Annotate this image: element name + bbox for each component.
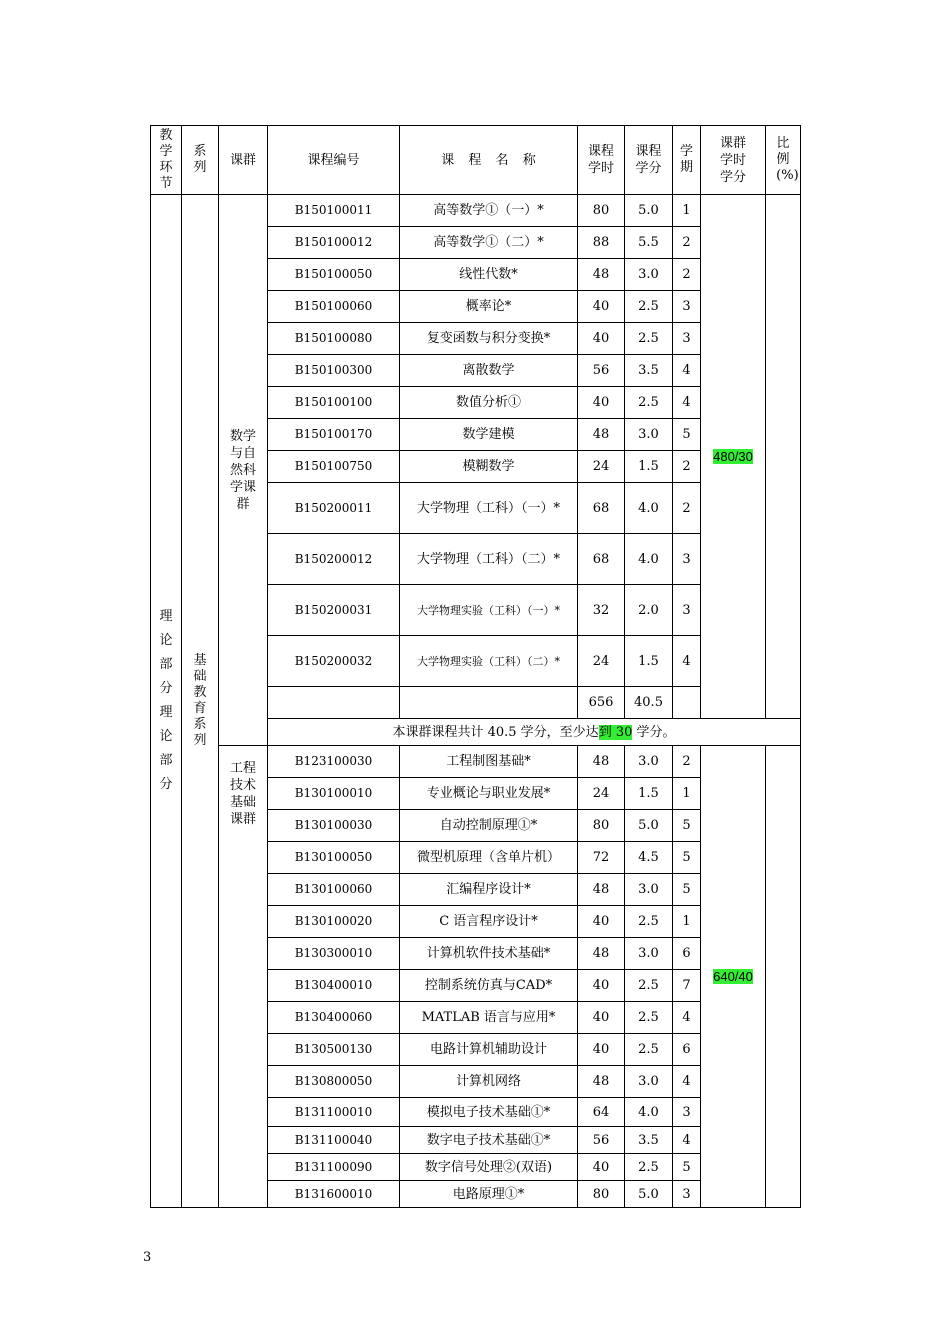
course-name: 概率论*: [400, 291, 578, 323]
course-hours: 88: [578, 227, 625, 259]
course-code: B150100011: [268, 195, 400, 227]
course-semester: 5: [673, 419, 701, 451]
group-cell: [219, 746, 268, 1208]
course-credits: 5.0: [625, 195, 673, 227]
note-highlight: 到 30: [598, 724, 633, 740]
course-credits: 1.5: [625, 778, 673, 810]
header-row: [151, 126, 801, 195]
course-credits: 4.0: [625, 1098, 673, 1127]
course-hours: 40: [578, 1002, 625, 1034]
course-code: B131100040: [268, 1127, 400, 1154]
course-hours: 56: [578, 355, 625, 387]
group-cell: [219, 195, 268, 746]
table-row: [151, 746, 801, 778]
course-credits: 3.0: [625, 938, 673, 970]
course-credits: 3.0: [625, 259, 673, 291]
course-semester: 5: [673, 874, 701, 906]
course-name: 大学物理（工科）（一）*: [400, 483, 578, 534]
course-code: B150100050: [268, 259, 400, 291]
course-name: 大学物理实验（工科）（一）*: [400, 585, 578, 636]
course-semester: 2: [673, 259, 701, 291]
course-hours: 72: [578, 842, 625, 874]
course-semester: 6: [673, 1034, 701, 1066]
course-name: 数学建模: [400, 419, 578, 451]
course-name: 大学物理实验（工科）（二）*: [400, 636, 578, 687]
course-code: B130100030: [268, 810, 400, 842]
course-hours: 32: [578, 585, 625, 636]
course-semester: 3: [673, 291, 701, 323]
course-code: B150200011: [268, 483, 400, 534]
course-code: B130400060: [268, 1002, 400, 1034]
course-code: B130400010: [268, 970, 400, 1002]
course-name: 大学物理（工科）（二）*: [400, 534, 578, 585]
course-credits: 4.0: [625, 534, 673, 585]
course-hours: 24: [578, 451, 625, 483]
course-name: 电路计算机辅助设计: [400, 1034, 578, 1066]
course-name: 自动控制原理①*: [400, 810, 578, 842]
course-hours: 56: [578, 1127, 625, 1154]
course-code: B130100010: [268, 778, 400, 810]
course-semester: 3: [673, 1098, 701, 1127]
course-hours: 24: [578, 778, 625, 810]
course-hours: 40: [578, 291, 625, 323]
course-code: B150200012: [268, 534, 400, 585]
course-credits: 2.5: [625, 323, 673, 355]
course-hours: 48: [578, 874, 625, 906]
course-code: B150100100: [268, 387, 400, 419]
course-hours: 80: [578, 1181, 625, 1208]
course-code: B150100080: [268, 323, 400, 355]
course-hours: 48: [578, 419, 625, 451]
total-hours: 656: [578, 687, 625, 719]
course-hours: 24: [578, 636, 625, 687]
course-semester: 5: [673, 810, 701, 842]
course-code: B150200032: [268, 636, 400, 687]
course-name: 工程制图基础*: [400, 746, 578, 778]
course-hours: 68: [578, 534, 625, 585]
course-plan-table: [150, 125, 801, 1208]
course-code: B130500130: [268, 1034, 400, 1066]
course-credits: 2.5: [625, 291, 673, 323]
course-semester: 2: [673, 227, 701, 259]
course-semester: 5: [673, 1154, 701, 1181]
total-name-empty: [400, 687, 578, 719]
course-credits: 4.0: [625, 483, 673, 534]
note-text-end: 学分。: [632, 724, 676, 740]
header-teaching-link: 教学环节: [151, 126, 182, 195]
course-name: 数字信号处理②(双语): [400, 1154, 578, 1181]
course-credits: 3.5: [625, 355, 673, 387]
course-hours: 48: [578, 746, 625, 778]
course-hours: 40: [578, 387, 625, 419]
course-hours: 40: [578, 970, 625, 1002]
ratio-cell: [766, 746, 801, 1208]
course-hours: 80: [578, 195, 625, 227]
course-name: 专业概论与职业发展*: [400, 778, 578, 810]
course-code: B150100170: [268, 419, 400, 451]
course-name: 汇编程序设计*: [400, 874, 578, 906]
course-code: B150200031: [268, 585, 400, 636]
course-code: B131600010: [268, 1181, 400, 1208]
course-name: 计算机网络: [400, 1066, 578, 1098]
course-hours: 40: [578, 906, 625, 938]
course-hours: 64: [578, 1098, 625, 1127]
course-credits: 3.0: [625, 1066, 673, 1098]
header-code: 课程编号: [268, 126, 400, 195]
course-name: 微型机原理（含单片机）: [400, 842, 578, 874]
series-label: 基础教育系列: [193, 653, 207, 748]
course-code: B123100030: [268, 746, 400, 778]
group-name: 数学与自然科学课群: [229, 428, 256, 512]
header-name: 课 程 名 称: [400, 126, 578, 195]
course-semester: 1: [673, 778, 701, 810]
total-semester-empty: [673, 687, 701, 719]
header-group-hours-credits: 课群学时学分: [701, 126, 766, 195]
header-group: 课群: [219, 126, 268, 195]
course-name: C 语言程序设计*: [400, 906, 578, 938]
course-name: 数值分析①: [400, 387, 578, 419]
course-semester: 5: [673, 842, 701, 874]
group-summary: 640/40: [713, 968, 753, 984]
course-credits: 2.5: [625, 1002, 673, 1034]
course-semester: 1: [673, 195, 701, 227]
header-series: 系列: [182, 126, 219, 195]
course-credits: 2.5: [625, 1154, 673, 1181]
course-name: MATLAB 语言与应用*: [400, 1002, 578, 1034]
course-name: 模糊数学: [400, 451, 578, 483]
series-cell: [182, 195, 219, 1208]
course-semester: 3: [673, 585, 701, 636]
course-name: 数字电子技术基础①*: [400, 1127, 578, 1154]
course-semester: 4: [673, 636, 701, 687]
course-hours: 68: [578, 483, 625, 534]
course-code: B130100060: [268, 874, 400, 906]
course-credits: 2.5: [625, 387, 673, 419]
course-name: 离散数学: [400, 355, 578, 387]
course-hours: 48: [578, 1066, 625, 1098]
course-code: B130100020: [268, 906, 400, 938]
course-code: B150100060: [268, 291, 400, 323]
course-semester: 4: [673, 1066, 701, 1098]
course-name: 高等数学①（二）*: [400, 227, 578, 259]
course-hours: 40: [578, 1154, 625, 1181]
course-code: B130100050: [268, 842, 400, 874]
course-credits: 1.5: [625, 451, 673, 483]
course-name: 复变函数与积分变换*: [400, 323, 578, 355]
course-semester: 3: [673, 1181, 701, 1208]
course-credits: 5.0: [625, 1181, 673, 1208]
table-row: [151, 195, 801, 227]
course-hours: 80: [578, 810, 625, 842]
course-credits: 3.0: [625, 874, 673, 906]
total-code-empty: [268, 687, 400, 719]
group-note: [268, 719, 801, 746]
group-summary: 480/30: [713, 448, 753, 464]
group-summary-cell: [701, 746, 766, 1208]
course-credits: 5.0: [625, 810, 673, 842]
course-credits: 3.0: [625, 419, 673, 451]
course-code: B150100300: [268, 355, 400, 387]
course-credits: 2.5: [625, 906, 673, 938]
course-semester: 2: [673, 746, 701, 778]
course-semester: 4: [673, 1127, 701, 1154]
course-hours: 40: [578, 1034, 625, 1066]
course-semester: 6: [673, 938, 701, 970]
course-semester: 7: [673, 970, 701, 1002]
course-semester: 2: [673, 483, 701, 534]
course-code: B130800050: [268, 1066, 400, 1098]
course-semester: 4: [673, 387, 701, 419]
course-code: B131100010: [268, 1098, 400, 1127]
course-name: 线性代数*: [400, 259, 578, 291]
course-hours: 48: [578, 938, 625, 970]
course-semester: 2: [673, 451, 701, 483]
course-credits: 5.5: [625, 227, 673, 259]
course-name: 控制系统仿真与CAD*: [400, 970, 578, 1002]
course-hours: 40: [578, 323, 625, 355]
course-semester: 1: [673, 906, 701, 938]
course-credits: 1.5: [625, 636, 673, 687]
course-name: 计算机软件技术基础*: [400, 938, 578, 970]
course-hours: 48: [578, 259, 625, 291]
total-credits: 40.5: [625, 687, 673, 719]
course-code: B131100090: [268, 1154, 400, 1181]
course-credits: 3.5: [625, 1127, 673, 1154]
course-code: B150100750: [268, 451, 400, 483]
teaching-link-cell: [151, 195, 182, 1208]
group-name: 工程技术基础课群: [229, 761, 256, 827]
header-semester: 学期: [673, 126, 701, 195]
course-credits: 2.0: [625, 585, 673, 636]
course-name: 电路原理①*: [400, 1181, 578, 1208]
course-semester: 4: [673, 1002, 701, 1034]
header-hours: 课程学时: [578, 126, 625, 195]
page-number: 3: [143, 1250, 152, 1265]
group-summary-cell: [701, 195, 766, 719]
course-credits: 4.5: [625, 842, 673, 874]
course-name: 高等数学①（一）*: [400, 195, 578, 227]
course-code: B130300010: [268, 938, 400, 970]
course-semester: 3: [673, 534, 701, 585]
header-credits: 课程学分: [625, 126, 673, 195]
course-semester: 4: [673, 355, 701, 387]
course-semester: 3: [673, 323, 701, 355]
course-code: B150100012: [268, 227, 400, 259]
course-name: 模拟电子技术基础①*: [400, 1098, 578, 1127]
course-credits: 3.0: [625, 746, 673, 778]
course-credits: 2.5: [625, 970, 673, 1002]
course-credits: 2.5: [625, 1034, 673, 1066]
header-ratio: 比例(%): [766, 126, 801, 195]
note-text: 本课群课程共计 40.5 学分，至少达: [392, 724, 599, 740]
ratio-cell: [766, 195, 801, 719]
teaching-link-label: 理论部分理论部分: [159, 609, 173, 792]
